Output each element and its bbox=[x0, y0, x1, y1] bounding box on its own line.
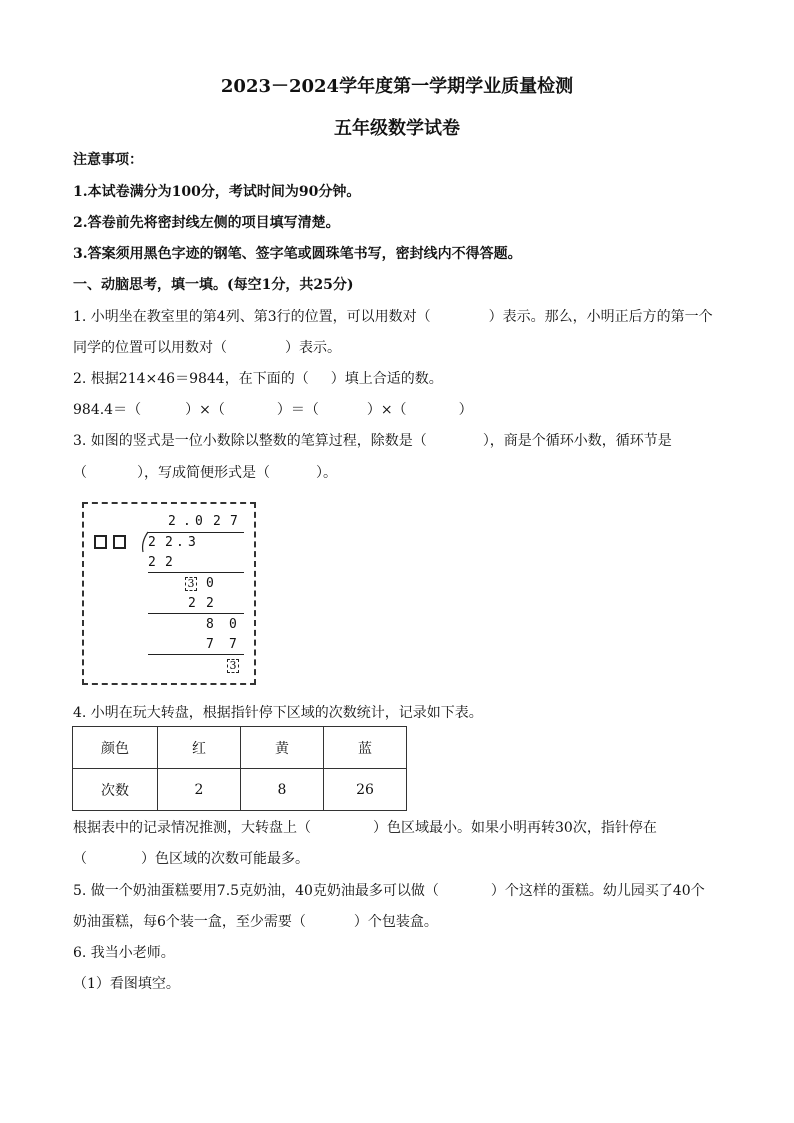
quotient-digit: 0 bbox=[195, 514, 203, 529]
question-3-line-1: 3. 如图的竖式是一位小数除以整数的笔算过程，除数是（ ），商是个循环小数，循环节是 bbox=[73, 433, 672, 449]
dividend-digit: 2 bbox=[165, 535, 173, 550]
note-item-1: 1.本试卷满分为100分，考试时间为90分钟。 bbox=[73, 184, 361, 200]
table-cell: 红 bbox=[158, 727, 241, 769]
table-cell: 黄 bbox=[241, 727, 324, 769]
division-bar bbox=[148, 532, 244, 533]
question-2-line-1: 2. 根据214×46＝9844，在下面的（ ）填上合适的数。 bbox=[73, 371, 443, 387]
long-division-figure bbox=[82, 502, 256, 685]
step-line bbox=[148, 654, 244, 655]
table-cell: 26 bbox=[324, 769, 407, 811]
note-item-2: 2.答卷前先将密封线左侧的项目填写清楚。 bbox=[73, 215, 340, 231]
step-line bbox=[148, 613, 244, 614]
step-line bbox=[148, 572, 244, 573]
notes-heading: 注意事项： bbox=[73, 152, 143, 168]
table-cell: 蓝 bbox=[324, 727, 407, 769]
quotient-digit: 2 bbox=[168, 514, 176, 529]
question-4-intro: 4. 小明在玩大转盘，根据指针停下区域的次数统计，记录如下表。 bbox=[73, 705, 483, 721]
divisor-blank-box bbox=[94, 535, 107, 549]
step-digit: 7 bbox=[206, 637, 214, 652]
remainder-digit-box: 3 bbox=[227, 659, 239, 673]
question-1-line-1: 1. 小明坐在教室里的第4列、第3行的位置，可以用数对（ ）表示。那么，小明正后方的第一个 bbox=[73, 309, 713, 325]
step-digit: 0 bbox=[229, 617, 237, 632]
table-row bbox=[73, 769, 407, 811]
dividend-point: . bbox=[176, 535, 184, 550]
step-digit: 0 bbox=[206, 576, 214, 591]
quotient-digit: 2 bbox=[213, 514, 221, 529]
question-4-line-after-2: （ ）色区域的次数可能最多。 bbox=[73, 851, 309, 867]
exam-subtitle: 五年级数学试卷 bbox=[334, 118, 460, 139]
question-2-line-2: 984.4＝（ ）×（ ）＝（ ）×（ ） bbox=[73, 402, 473, 418]
question-6-line-2: （1）看图填空。 bbox=[73, 976, 180, 992]
dividend-digit: 2 bbox=[148, 535, 156, 550]
question-4-line-after-1: 根据表中的记录情况推测，大转盘上（ ）色区域最小。如果小明再转30次，指针停在 bbox=[73, 820, 657, 836]
exam-title: 2023－2024学年度第一学期学业质量检测 bbox=[220, 76, 574, 97]
section-heading-1: 一、动脑思考，填一填。(每空1分，共25分) bbox=[73, 277, 354, 293]
question-1-line-2: 同学的位置可以用数对（ ）表示。 bbox=[73, 340, 341, 356]
step-digit: 2 bbox=[188, 596, 196, 611]
quotient-point: . bbox=[183, 514, 191, 529]
question-5-line-2: 奶油蛋糕，每6个装一盒，至少需要（ ）个包装盒。 bbox=[73, 914, 438, 930]
divisor-blank-box bbox=[113, 535, 126, 549]
step-digit: 2 bbox=[148, 555, 156, 570]
table-cell: 颜色 bbox=[73, 727, 158, 769]
table-cell: 次数 bbox=[73, 769, 158, 811]
table-row bbox=[73, 727, 407, 769]
table-cell: 2 bbox=[158, 769, 241, 811]
spinner-stats-table bbox=[72, 726, 407, 811]
step-digit: 2 bbox=[165, 555, 173, 570]
step-digit: 2 bbox=[206, 596, 214, 611]
step-digit: 7 bbox=[229, 637, 237, 652]
table-cell: 8 bbox=[241, 769, 324, 811]
question-3-line-2: （ ），写成简便形式是（ ）。 bbox=[73, 465, 337, 481]
step-digit: 8 bbox=[206, 617, 214, 632]
note-item-3: 3.答案须用黑色字迹的钢笔、签字笔或圆珠笔书写，密封线内不得答题。 bbox=[73, 246, 522, 262]
question-5-line-1: 5. 做一个奶油蛋糕要用7.5克奶油，40克奶油最多可以做（ ）个这样的蛋糕。幼儿园买了40个 bbox=[73, 883, 705, 899]
quotient-digit: 7 bbox=[230, 514, 238, 529]
dividend-digit: 3 bbox=[188, 535, 196, 550]
highlighted-digit-box: 3 bbox=[185, 577, 197, 591]
question-6-line-1: 6. 我当小老师。 bbox=[73, 945, 175, 961]
